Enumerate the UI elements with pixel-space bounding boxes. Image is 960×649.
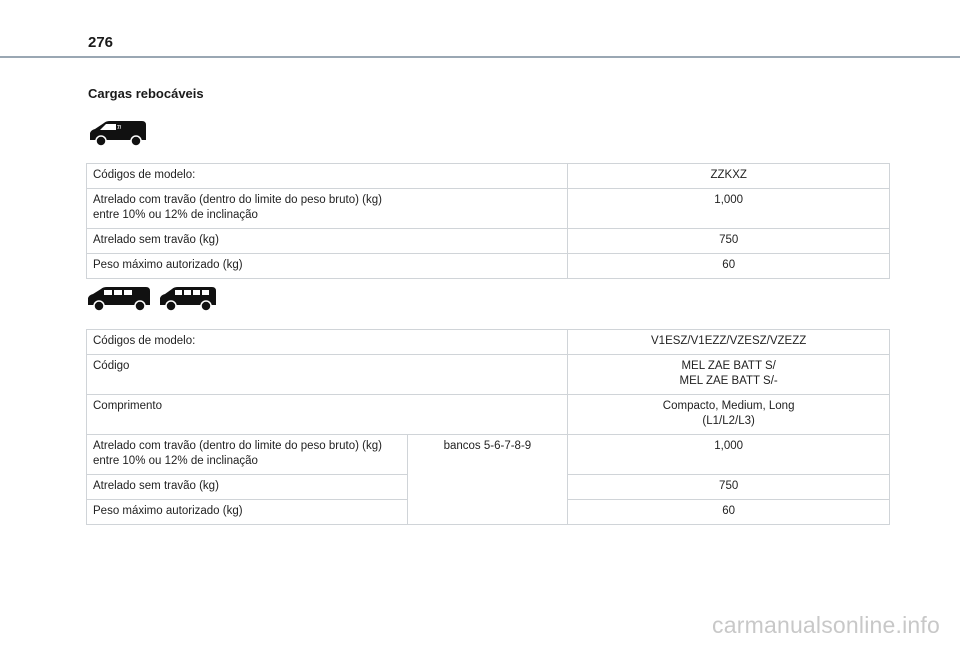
- row-value: ZZKXZ: [568, 164, 890, 189]
- watermark: carmanualsonline.info: [712, 612, 940, 638]
- van-icon: [86, 284, 152, 312]
- towing-table-1: [86, 163, 890, 279]
- row-value: 1,000: [568, 435, 890, 475]
- table-row: [87, 435, 890, 475]
- row-value: 60: [568, 500, 890, 525]
- table-row: [87, 254, 890, 279]
- table-row: [87, 395, 890, 435]
- row-label: Atrelado sem travão (kg): [87, 475, 408, 500]
- row-value: Compacto, Medium, Long (L1/L2/L3): [568, 395, 890, 435]
- row-value: 1,000: [568, 189, 890, 229]
- van-icon: [88, 118, 148, 148]
- row-value: MEL ZAE BATT S/ MEL ZAE BATT S/-: [568, 355, 890, 395]
- row-label: Atrelado com travão (dentro do limite do peso bruto) (kg) entre 10% ou 12% de inclinação: [87, 435, 408, 475]
- seats-cell: bancos 5-6-7-8-9: [407, 435, 568, 525]
- table-row: [87, 330, 890, 355]
- row-value: 750: [568, 475, 890, 500]
- row-value: 750: [568, 229, 890, 254]
- table-row: [87, 189, 890, 229]
- row-label: Códigos de modelo:: [87, 164, 568, 189]
- row-label: Atrelado com travão (dentro do limite do peso bruto) (kg) entre 10% ou 12% de inclinação: [87, 189, 568, 229]
- table-row: [87, 229, 890, 254]
- page-number: 276: [88, 34, 114, 51]
- table-row: [87, 164, 890, 189]
- row-label: Código: [87, 355, 568, 395]
- row-label: Peso máximo autorizado (kg): [87, 500, 408, 525]
- row-label: Atrelado sem travão (kg): [87, 229, 568, 254]
- row-label: Códigos de modelo:: [87, 330, 568, 355]
- row-value: V1ESZ/V1EZZ/VZESZ/VZEZZ: [568, 330, 890, 355]
- section-title: Cargas rebocáveis: [88, 86, 204, 101]
- towing-table-2: [86, 329, 890, 525]
- row-label: Comprimento: [87, 395, 568, 435]
- header-divider: [0, 56, 960, 58]
- table-row: [87, 355, 890, 395]
- row-label: Peso máximo autorizado (kg): [87, 254, 568, 279]
- svg-text:7/: 7/: [117, 125, 122, 131]
- row-value: 60: [568, 254, 890, 279]
- minibus-icon: [158, 284, 218, 312]
